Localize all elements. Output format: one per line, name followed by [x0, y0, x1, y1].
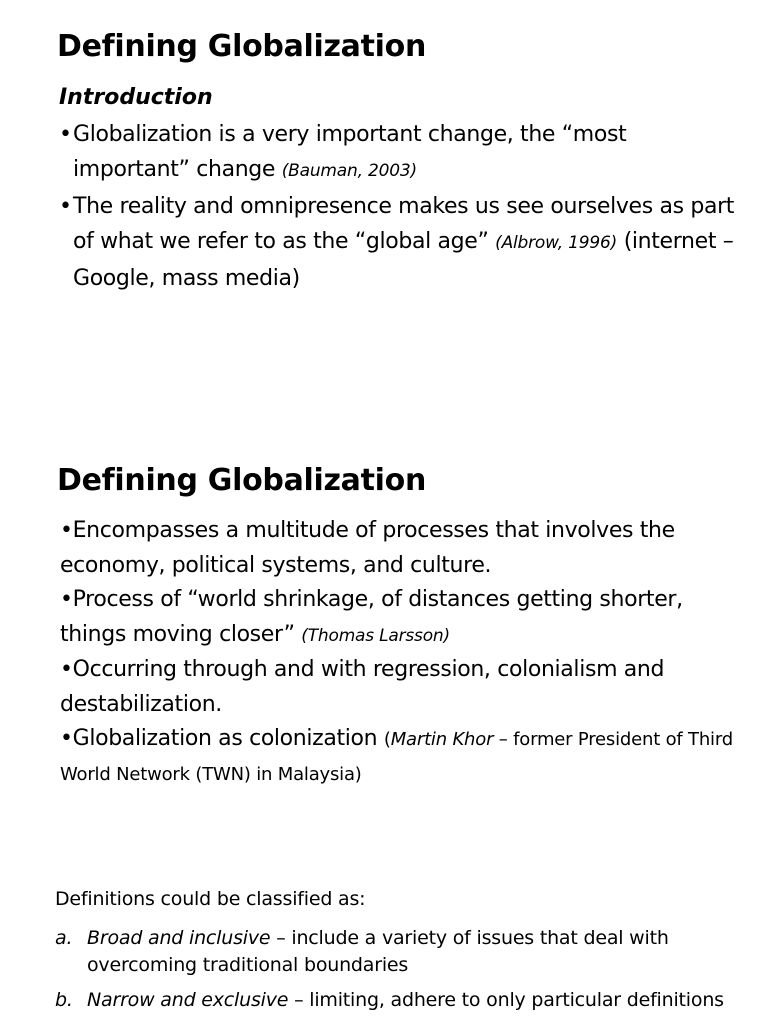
citation-name: Martin Khor [390, 729, 494, 750]
definition-description: – limiting, adhere to only particular definitions [288, 989, 724, 1011]
slide-subheading: Introduction [59, 85, 213, 110]
bullet-text: The reality and omnipresence makes us see ourselves as part of what we refer to as the “global age” [73, 194, 735, 254]
bullet-item [60, 514, 750, 583]
bullet-text: •Occurring through and with regression, colonialism and destabilization. [60, 657, 665, 717]
bullet-list [60, 514, 750, 791]
bullet-text: Globalization is a very important change, the “most important” change [73, 122, 627, 182]
bullet-list [59, 117, 749, 296]
slide-title: Defining Globalization [57, 29, 427, 64]
bullet-citation: (Thomas Larsson) [301, 625, 450, 646]
bullet-text: •Globalization as colonization [60, 726, 384, 751]
bullet-item [59, 117, 749, 189]
bullet-dot: • [59, 194, 72, 219]
bullet-item [60, 583, 750, 653]
definition-term: Narrow and exclusive [87, 989, 289, 1011]
definition-item [55, 987, 735, 1014]
slide-title: Defining Globalization [57, 463, 427, 498]
intro-text: Definitions could be classified as: [55, 888, 366, 910]
bullet-citation: (Albrow, 1996) [495, 233, 618, 253]
citation-paren: ( [383, 729, 391, 750]
bullet-citation: (Bauman, 2003) [281, 161, 417, 181]
bullet-item [60, 653, 750, 722]
slide-introduction [0, 0, 768, 430]
bullet-item [59, 189, 749, 296]
citation-rest: – former President of Third World Network (TWN) in Malaysia) [60, 729, 733, 785]
list-marker: b. [55, 989, 73, 1011]
list-marker: a. [55, 927, 73, 949]
definition-item [55, 925, 735, 979]
bullet-item [60, 722, 750, 791]
bullet-text: •Process of “world shrinkage, of distances getting shorter, things moving closer” [60, 587, 683, 647]
slide-classification [0, 870, 768, 1024]
bullet-text: •Encompasses a multitude of processes that involves the economy, political systems, and culture. [60, 518, 675, 578]
bullet-dot: • [59, 122, 72, 147]
slide-defining [0, 432, 768, 842]
bullet-text-after: (internet – Google, mass media) [73, 229, 734, 291]
definition-list [55, 925, 735, 1022]
definition-term: Broad and inclusive [87, 927, 271, 949]
definition-description: – include a variety of issues that deal with overcoming traditional boundaries [87, 927, 669, 976]
